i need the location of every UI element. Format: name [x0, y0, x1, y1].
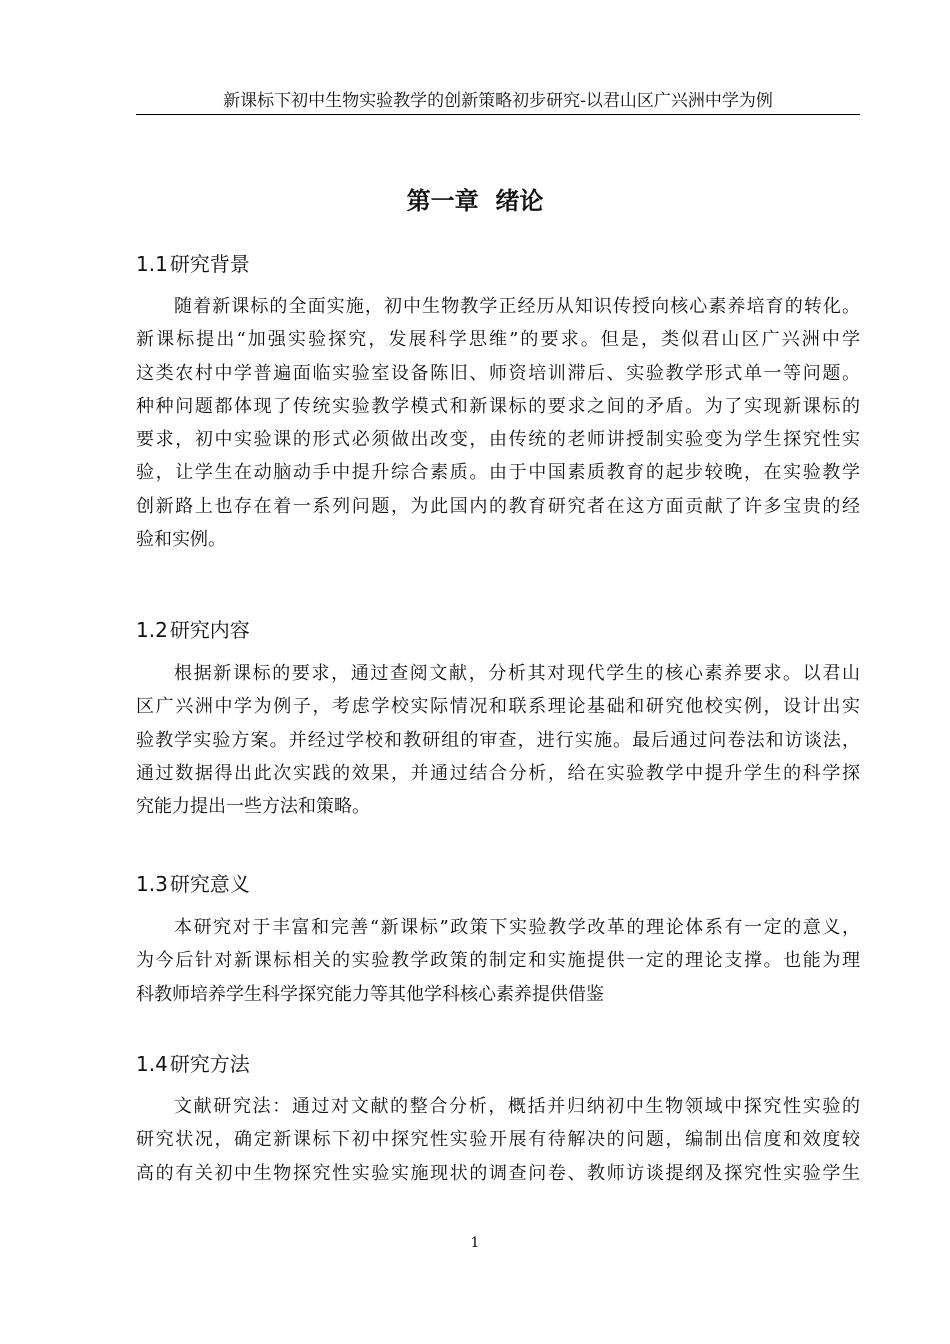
- paragraph-line: 区广兴洲中学为例子，考虑学校实际情况和联系理论基础和研究他校实例，设计出实: [136, 696, 860, 718]
- page-number: 1: [470, 1235, 480, 1251]
- paragraph-research-methods: [136, 1090, 860, 1190]
- paragraph-line: 这类农村中学普遍面临实验室设备陈旧、师资培训滞后、实验教学形式单一等问题。: [136, 362, 860, 384]
- paragraph-research-significance: [136, 911, 860, 1011]
- section-number: 1.4: [136, 1052, 168, 1076]
- paragraph-line: 要求，初中实验课的形式必须做出改变，由传统的老师讲授制实验变为学生探究性实: [136, 429, 860, 451]
- section-title: 研究方法: [169, 1052, 250, 1076]
- paragraph-line: 本研究对于丰富和完善“新课标”政策下实验教学改革的理论体系有一定的意义，: [174, 917, 860, 938]
- section-heading-1-1: [136, 249, 250, 279]
- paragraph-line: 文献研究法：通过对文献的整合分析，概括并归纳初中生物领域中探究性实验的: [174, 1096, 860, 1117]
- section-title: 研究背景: [169, 252, 250, 276]
- paragraph-line: 研究状况，确定新课标下初中探究性实验开展有待解决的问题，编制出信度和效度较: [136, 1129, 860, 1151]
- section-number: 1.3: [136, 872, 168, 896]
- paragraph-research-background: [136, 290, 860, 556]
- section-title: 研究意义: [169, 872, 250, 896]
- paragraph-line: 创新路上也存在着一系列问题，为此国内的教育研究者在这方面贡献了许多宝贵的经: [136, 495, 860, 517]
- paragraph-line: 新课标提出“加强实验探究，发展科学思维”的要求。但是，类似君山区广兴洲中学: [136, 329, 860, 351]
- running-header-title: 新课标下初中生物实验教学的创新策略初步研究-以君山区广兴洲中学为例: [223, 91, 773, 111]
- running-header: [136, 88, 860, 115]
- paragraph-line: 根据新课标的要求，通过查阅文献，分析其对现代学生的核心素养要求。以君山: [174, 663, 860, 684]
- paragraph-line: 验和实例。: [136, 529, 226, 551]
- paragraph-line: 验教学实验方案。并经过学校和教研组的审查，进行实施。最后通过问卷法和访谈法，: [136, 729, 860, 751]
- section-title: 研究内容: [169, 618, 250, 642]
- paragraph-line: 为今后针对新课标相关的实验教学政策的制定和实施提供一定的理论支撑。也能为理: [136, 950, 860, 972]
- section-number: 1.1: [136, 252, 168, 276]
- paragraph-line: 验，让学生在动脑动手中提升综合素质。由于中国素质教育的起步较晚，在实验教学: [136, 462, 860, 484]
- section-heading-1-4: [136, 1049, 250, 1079]
- paragraph-line: 科教师培养学生科学探究能力等其他学科核心素养提供借鉴: [136, 983, 604, 1005]
- section-heading-1-2: [136, 615, 250, 645]
- paragraph-line: 究能力提出一些方法和策略。: [136, 796, 370, 818]
- paragraph-line: 种种问题都体现了传统实验教学模式和新课标的要求之间的矛盾。为了实现新课标的: [136, 395, 860, 417]
- chapter-title: 第一章 绪论: [406, 187, 544, 215]
- paragraph-line: 高的有关初中生物探究性实验实施现状的调查问卷、教师访谈提纲及探究性实验学生: [136, 1162, 860, 1184]
- section-heading-1-3: [136, 869, 250, 899]
- paragraph-line: 通过数据得出此次实践的效果，并通过结合分析，给在实验教学中提升学生的科学探: [136, 762, 860, 784]
- paragraph-line: 随着新课标的全面实施，初中生物教学正经历从知识传授向核心素养培育的转化。: [174, 296, 860, 317]
- section-number: 1.2: [136, 618, 168, 642]
- paragraph-research-content: [136, 657, 860, 823]
